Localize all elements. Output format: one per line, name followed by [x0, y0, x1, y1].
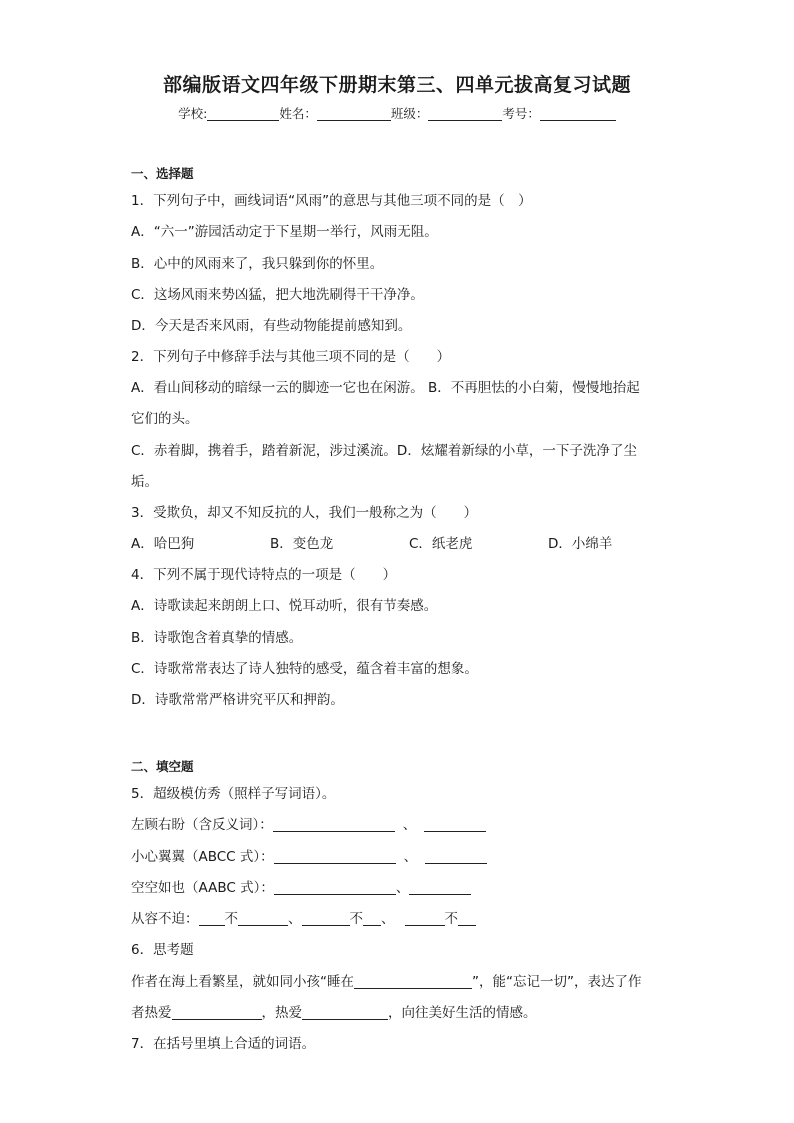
- q5-line-3-separator: 、: [395, 880, 410, 896]
- q2-options-ab-line1: A．看山间移动的暗绿一云的脚迹一它也在闲游。 B．不再胆怯的小白菊，慢慢地抬起: [131, 380, 640, 396]
- q6-text-1: 作者在海上看繁星，就如同小孩“睡在: [131, 974, 354, 990]
- q4-option-d: D．诗歌常常严格讲究平仄和押韵。: [131, 692, 344, 708]
- q6-blank-2[interactable]: [172, 1005, 262, 1020]
- q5-line-3: [131, 879, 471, 897]
- q7-stem: 7．在括号里填上合适的词语。: [131, 1036, 316, 1052]
- q5-line-4-separator-1: 、: [288, 911, 302, 927]
- q5-line-4-label: 从容不迫：: [131, 911, 199, 927]
- q5-line-2-separator: 、: [403, 849, 418, 865]
- q5-stem: 5．超级模仿秀（照样子写词语）。: [131, 786, 336, 802]
- q2-options-ab-line2: 它们的头。: [131, 411, 199, 427]
- q5-line-3-blank-1[interactable]: [274, 880, 396, 895]
- q6-blank-1[interactable]: [354, 974, 472, 989]
- q6-text-5: ，向往美好生活的情感。: [388, 1005, 537, 1021]
- q3-option-c: C．纸老虎: [409, 536, 473, 552]
- q1-option-a: A．“六一”游园活动定于下星期一举行，风雨无阻。: [131, 224, 438, 240]
- q5-line-4: [131, 910, 476, 928]
- q5-line-2-label: 小心翼翼（ABCC 式）：: [131, 849, 274, 865]
- q4-option-b: B．诗歌饱含着真挚的情感。: [131, 630, 303, 646]
- q5-line-3-label: 空空如也（AABC 式）：: [131, 880, 274, 896]
- q4-stem: 4．下列不属于现代诗特点的一项是（ ）: [131, 567, 397, 583]
- q3-option-a: A．哈巴狗: [131, 536, 195, 552]
- section-heading-choice: 一、选择题: [131, 166, 194, 181]
- q1-option-b: B．心中的风雨来了，我只躲到你的怀里。: [131, 256, 384, 272]
- q5-line-1-separator: 、: [402, 817, 417, 833]
- q6-paragraph-line-2: [131, 1004, 537, 1022]
- q1-stem: 1．下列句子中，画线词语“风雨”的意思与其他三项不同的是（ ）: [131, 193, 532, 209]
- q5-line-4-bu-3: 不: [444, 911, 458, 927]
- q5-line-1-blank-2[interactable]: [424, 817, 486, 832]
- school-blank[interactable]: [207, 106, 279, 121]
- name-label: 姓名：: [279, 106, 317, 121]
- q5-line-4-bu-1: 不: [224, 911, 238, 927]
- q4-option-c: C．诗歌常常表达了诗人独特的感受，蕴含着丰富的想象。: [131, 661, 478, 677]
- q5-line-2-blank-1[interactable]: [274, 849, 396, 864]
- q5-line-4-blank-4[interactable]: [363, 911, 381, 926]
- q2-stem: 2．下列句子中修辞手法与其他三项不同的是（ ）: [131, 349, 451, 365]
- q4-option-a: A．诗歌读起来朗朗上口、悦耳动听，很有节奏感。: [131, 598, 438, 614]
- q5-line-4-blank-5[interactable]: [405, 911, 445, 926]
- name-blank[interactable]: [317, 106, 391, 121]
- q6-text-3: 者热爱: [131, 1005, 172, 1021]
- q6-blank-3[interactable]: [302, 1005, 388, 1020]
- q3-options: [131, 535, 612, 553]
- q6-paragraph-line-1: [131, 973, 641, 991]
- number-blank[interactable]: [540, 106, 616, 121]
- q5-line-4-blank-1[interactable]: [199, 911, 225, 926]
- student-info-row: [0, 104, 794, 122]
- q5-line-2: [131, 848, 487, 866]
- q5-line-4-blank-6[interactable]: [458, 911, 476, 926]
- q3-option-b: B．变色龙: [270, 536, 334, 552]
- number-label: 考号：: [502, 106, 540, 121]
- q5-line-4-blank-3[interactable]: [302, 911, 350, 926]
- q5-line-2-blank-2[interactable]: [425, 849, 487, 864]
- school-label: 学校:: [178, 106, 208, 121]
- q5-line-4-blank-2[interactable]: [238, 911, 288, 926]
- q5-line-1-label: 左顾右盼（含反义词）：: [131, 817, 273, 833]
- class-blank[interactable]: [428, 106, 502, 121]
- q5-line-1: [131, 816, 486, 834]
- q2-options-cd-line2: 垢。: [131, 474, 158, 490]
- class-label: 班级：: [390, 106, 429, 121]
- q5-line-3-blank-2[interactable]: [409, 880, 471, 895]
- q2-options-cd-line1: C．赤着脚，携着手，踏着新泥，涉过溪流。D．炫耀着新绿的小草，一下子洗净了尘: [131, 443, 637, 459]
- q3-stem: 3．受欺负，却又不知反抗的人，我们一般称之为（ ）: [131, 505, 478, 521]
- q6-text-2: ”，能“忘记一切”，表达了作: [472, 974, 642, 990]
- q5-line-1-blank-1[interactable]: [273, 817, 395, 832]
- q6-stem: 6．思考题: [131, 942, 194, 958]
- page-title: 部编版语文四年级下册期末第三、四单元拔高复习试题: [162, 74, 631, 96]
- q3-option-d: D．小绵羊: [548, 536, 613, 552]
- q5-line-4-bu-2: 不: [349, 911, 363, 927]
- section-heading-fill: 二、填空题: [131, 759, 194, 774]
- q5-line-4-separator-2: 、: [381, 911, 395, 927]
- q1-option-c: C．这场风雨来势凶猛，把大地洗刷得干干净净。: [131, 287, 424, 303]
- q6-text-4: ，热爱: [261, 1005, 302, 1021]
- q1-option-d: D．今天是否来风雨，有些动物能提前感知到。: [131, 318, 412, 334]
